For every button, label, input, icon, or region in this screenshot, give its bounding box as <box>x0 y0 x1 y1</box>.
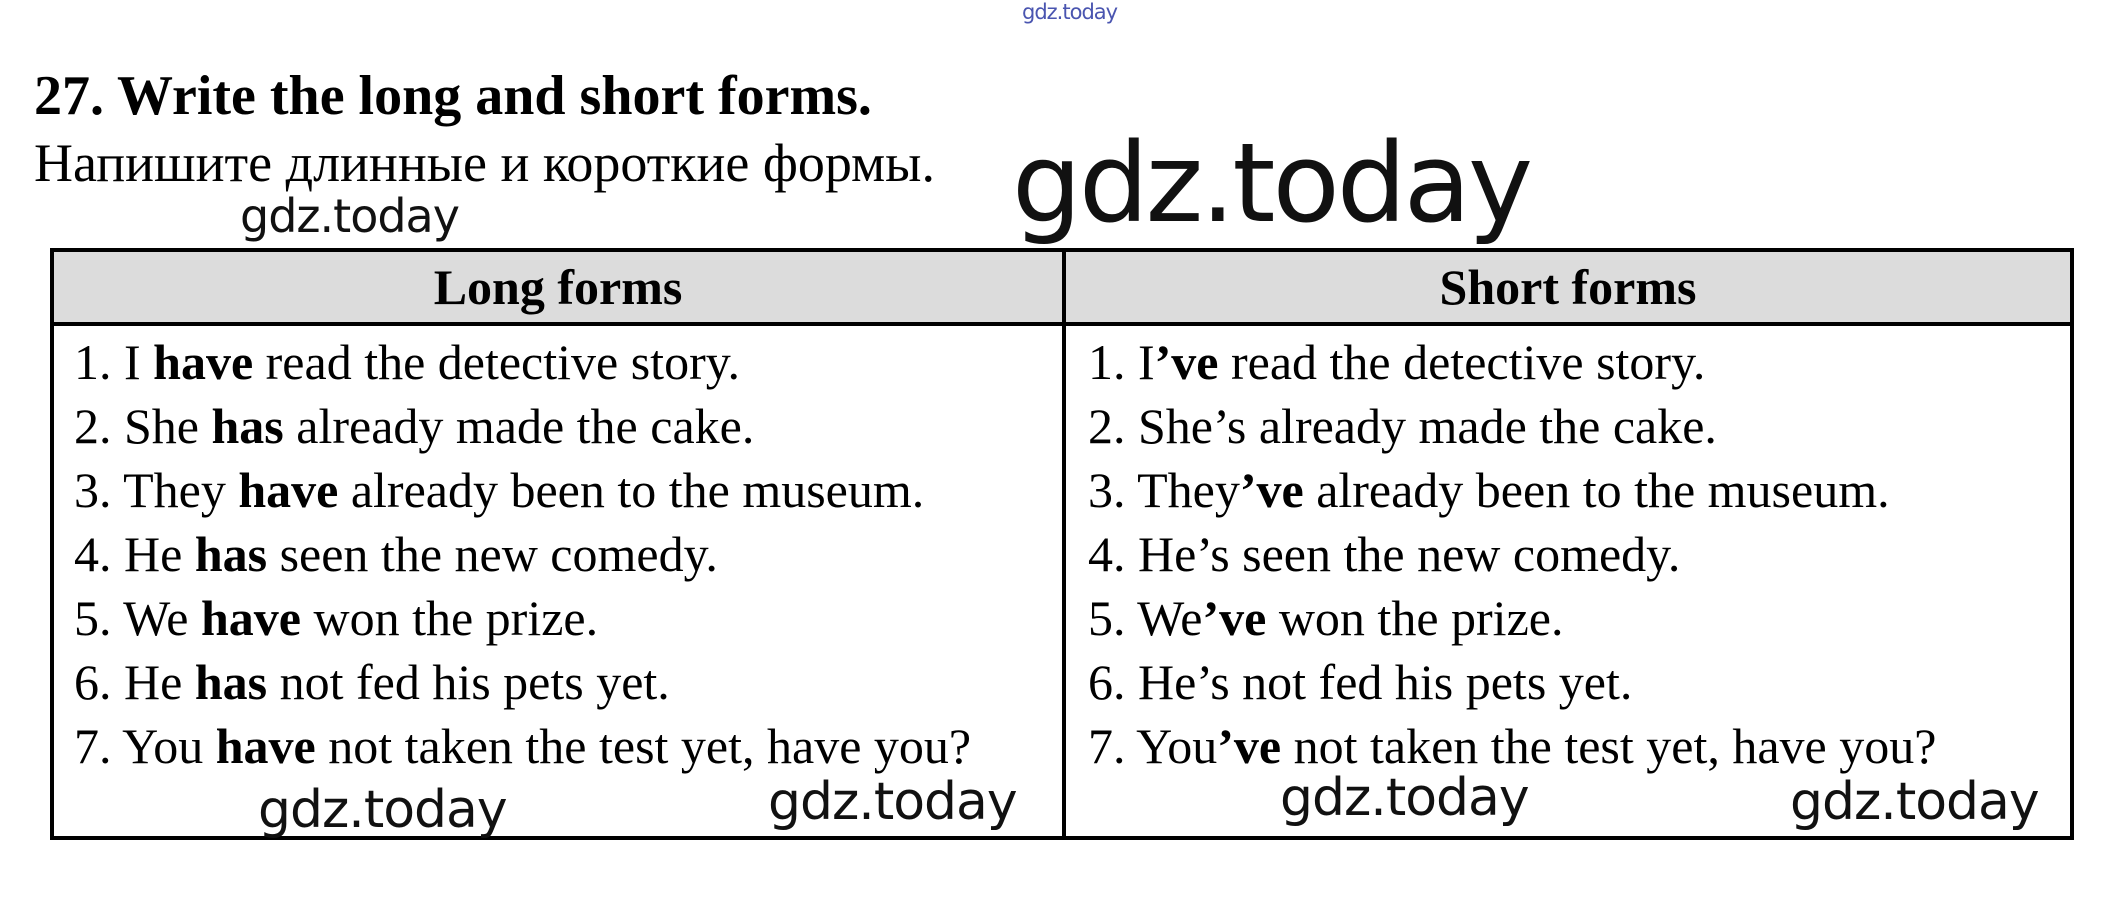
forms-table <box>50 248 2074 840</box>
short-forms-column <box>1088 330 2068 778</box>
column-divider <box>1062 252 1066 836</box>
watermark-top: gdz.today <box>1022 0 1118 24</box>
short-form-row: 2. She’s already made the cake. <box>1088 398 1717 454</box>
header-long-forms: Long forms <box>433 259 683 315</box>
long-forms-column <box>74 330 1054 778</box>
short-form-row: 1. I’ve read the detective story. <box>1088 334 1706 390</box>
long-form-row: 6. He has not fed his pets yet. <box>74 654 670 710</box>
exercise-subtitle: Напишите длинные и короткие формы. <box>34 133 935 193</box>
long-form-row: 4. He has seen the new comedy. <box>74 526 718 582</box>
watermark-table-right-1: gdz.today <box>1280 768 1529 828</box>
exercise-title: 27. Write the long and short forms. <box>34 65 872 127</box>
short-form-row: 5. We’ve won the prize. <box>1088 590 1564 646</box>
long-form-row: 1. I have read the detective story. <box>74 334 740 390</box>
short-form-row: 6. He’s not fed his pets yet. <box>1088 654 1633 710</box>
watermark-large: gdz.today <box>1012 119 1531 247</box>
short-form-row: 3. They’ve already been to the museum. <box>1088 462 1890 518</box>
header-short-forms: Short forms <box>1439 259 1697 315</box>
watermark-table-right-2: gdz.today <box>1790 772 2039 832</box>
watermark-table-left-1: gdz.today <box>258 780 507 840</box>
short-form-row: 7. You’ve not taken the test yet, have you? <box>1088 718 1937 774</box>
long-form-row: 7. You have not taken the test yet, have you? <box>74 718 972 774</box>
long-form-row: 3. They have already been to the museum. <box>74 462 925 518</box>
watermark-subtitle: gdz.today <box>240 189 459 243</box>
long-form-row: 5. We have won the prize. <box>74 590 599 646</box>
watermark-table-left-2: gdz.today <box>768 772 1017 832</box>
short-form-row: 4. He’s seen the new comedy. <box>1088 526 1681 582</box>
long-form-row: 2. She has already made the cake. <box>74 398 755 454</box>
